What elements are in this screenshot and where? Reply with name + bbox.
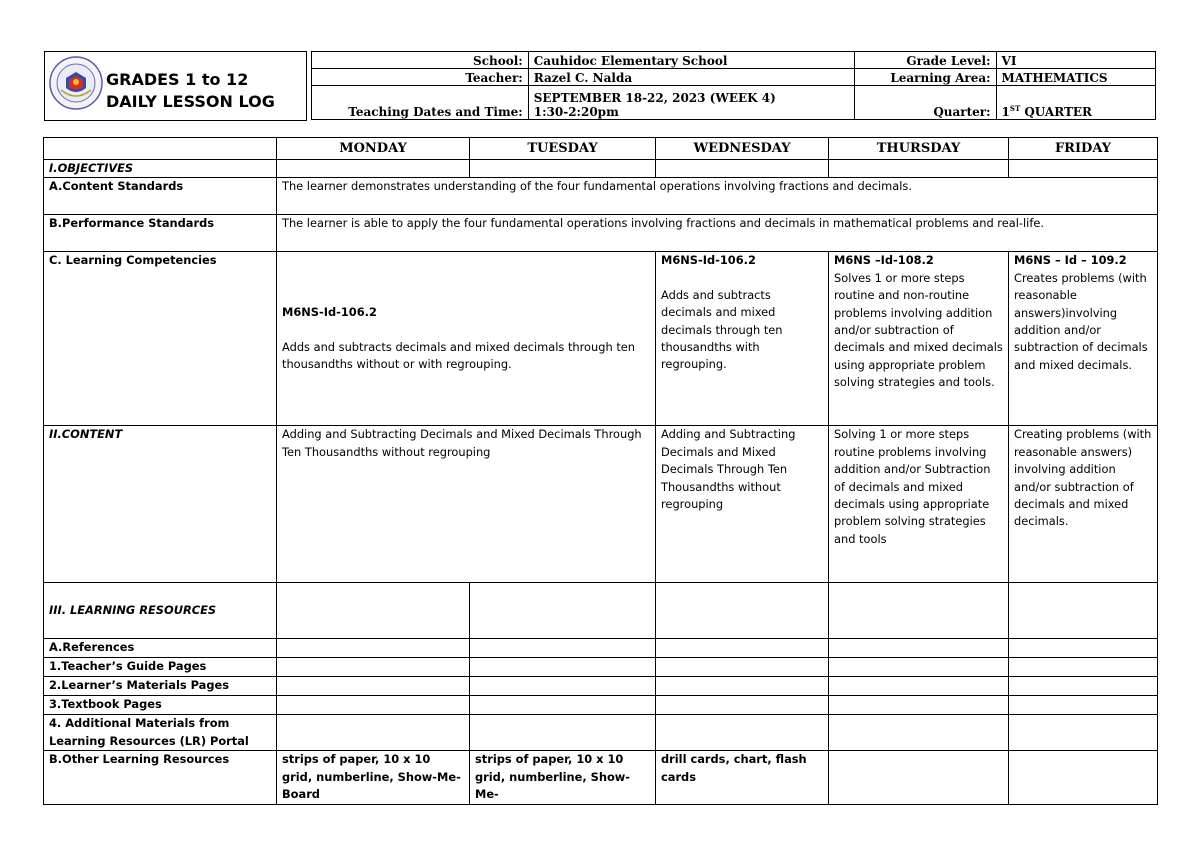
references-friday [1009,639,1158,658]
textbook-wednesday [656,696,829,715]
additional-friday [1009,715,1158,751]
learner-materials-monday [277,677,470,696]
additional-tuesday [470,715,656,751]
learning-resources-row [44,583,1158,639]
other-resources-label: B.Other Learning Resources [44,751,277,804]
school-label: School: [312,52,529,69]
quarter-suffix: ST [1009,104,1021,113]
content-standards-text: The learner demonstrates understanding of the four fundamental operations involving fractions and decimals. [277,178,1158,215]
learner-materials-thursday [829,677,1009,696]
info-table [311,51,1156,120]
learner-materials-label: 2.Learner’s Materials Pages [44,677,277,696]
performance-standards-row [44,215,1158,252]
competencies-friday [1009,252,1158,426]
content-wednesday: Adding and Subtracting Decimals and Mixed Decimals Through Ten Thousandths without regrouping [656,426,829,583]
competency-code: M6NS-Id-106.2 [282,305,377,320]
content-friday: Creating problems (with reasonable answers) involving addition and/or subtraction of decimals and mixed decimals. [1009,426,1158,583]
textbook-friday [1009,696,1158,715]
learning-resources-label: III. LEARNING RESOURCES [44,583,277,639]
other-resources-friday [1009,751,1158,804]
competency-text: Adds and subtracts decimals and mixed decimals through ten thousandths with regrouping. [661,287,783,372]
quarter-number: 1 [1001,105,1010,119]
references-row [44,639,1158,658]
resources-wednesday [656,583,829,639]
other-resources-tuesday: strips of paper, 10 x 10 grid, numberline, Show-Me- [470,751,656,804]
day-header-thursday: THURSDAY [829,138,1009,160]
competencies-row [44,252,1158,426]
brand-box [44,51,307,121]
competency-text: Creates problems (with reasonable answers)involving addition and/or subtraction of decimals and mixed decimals. [1014,270,1148,372]
textbook-thursday [829,696,1009,715]
textbook-row [44,696,1158,715]
performance-standards-text: The learner is able to apply the four fundamental operations involving fractions and decimals in mathematical problems and real-life. [277,215,1158,252]
additional-materials-row [44,715,1158,751]
content-standards-row [44,178,1158,215]
learning-area-label: Learning Area: [854,69,996,86]
brand-title-line1: GRADES 1 to 12 [106,70,249,89]
day-header-friday: FRIDAY [1009,138,1158,160]
competencies-label: C. Learning Competencies [44,252,277,426]
textbook-tuesday [470,696,656,715]
dates-line2: 1:30-2:20pm [533,105,619,119]
additional-monday [277,715,470,751]
references-wednesday [656,639,829,658]
school-value: Cauhidoc Elementary School [528,52,854,69]
grade-level-label: Grade Level: [854,52,996,69]
teacher-label: Teacher: [312,69,529,86]
competency-code: M6NS-Id-106.2 [661,253,756,268]
additional-wednesday [656,715,829,751]
additional-thursday [829,715,1009,751]
teacher-guide-friday [1009,658,1158,677]
day-header-monday: MONDAY [277,138,470,160]
content-mon-tue: Adding and Subtracting Decimals and Mixed Decimals Through Ten Thousandths without regrouping [277,426,656,583]
objectives-label: I.OBJECTIVES [44,160,277,178]
competency-text: Adds and subtracts decimals and mixed decimals through ten thousandths without or with regrouping. [282,339,636,372]
teacher-value: Razel C. Nalda [528,69,854,86]
resources-friday [1009,583,1158,639]
content-label: II.CONTENT [44,426,277,583]
references-tuesday [470,639,656,658]
grade-level-value: VI [996,52,1155,69]
quarter-value [996,86,1155,120]
competency-code: M6NS – Id – 109.2 [1014,253,1127,268]
objectives-tuesday [470,160,656,178]
lesson-log-table [43,137,1158,805]
deped-seal-icon [49,56,103,110]
learner-materials-tuesday [470,677,656,696]
textbook-monday [277,696,470,715]
competencies-wednesday [656,252,829,426]
references-label: A.References [44,639,277,658]
objectives-friday [1009,160,1158,178]
content-thursday: Solving 1 or more steps routine problems involving addition and/or Subtraction of decimals and mixed decimals using appropriate problem solving strategies and tools [829,426,1009,583]
competencies-mon-tue [277,252,656,426]
resources-thursday [829,583,1009,639]
performance-standards-label: B.Performance Standards [44,215,277,252]
day-header-tuesday: TUESDAY [470,138,656,160]
textbook-label: 3.Textbook Pages [44,696,277,715]
brand-title-line2: DAILY LESSON LOG [106,92,275,111]
resources-monday [277,583,470,639]
quarter-label: Quarter: [854,86,996,120]
other-resources-row [44,751,1158,804]
dates-label: Teaching Dates and Time: [312,86,529,120]
teacher-guide-label: 1.Teacher’s Guide Pages [44,658,277,677]
objectives-wednesday [656,160,829,178]
other-resources-monday: strips of paper, 10 x 10 grid, numberline, Show-Me-Board [277,751,470,804]
objectives-row [44,160,1158,178]
quarter-word: QUARTER [1020,105,1093,119]
learner-materials-friday [1009,677,1158,696]
references-thursday [829,639,1009,658]
teacher-guide-wednesday [656,658,829,677]
lesson-log-header [44,51,1156,121]
teacher-guide-row [44,658,1158,677]
other-resources-thursday [829,751,1009,804]
day-header-row [44,138,1158,160]
teacher-guide-thursday [829,658,1009,677]
corner-cell [44,138,277,160]
teacher-guide-monday [277,658,470,677]
learning-area-value: MATHEMATICS [996,69,1155,86]
learner-materials-wednesday [656,677,829,696]
teacher-guide-tuesday [470,658,656,677]
other-resources-wednesday: drill cards, chart, flash cards [656,751,829,804]
content-standards-label: A.Content Standards [44,178,277,215]
additional-materials-label: 4. Additional Materials from Learning Resources (LR) Portal [44,715,277,751]
objectives-thursday [829,160,1009,178]
day-header-wednesday: WEDNESDAY [656,138,829,160]
resources-tuesday [470,583,656,639]
content-row [44,426,1158,583]
competencies-thursday [829,252,1009,426]
dates-value [528,86,854,120]
references-monday [277,639,470,658]
dates-line1: SEPTEMBER 18-22, 2023 (WEEK 4) [533,91,776,105]
competency-text: Solves 1 or more steps routine and non-routine problems involving addition and/or subtraction of decimals and mixed decimals using appropriate problem solving strategies and tools. [834,270,1003,390]
learner-materials-row [44,677,1158,696]
competency-code: M6NS –Id-108.2 [834,253,934,268]
objectives-monday [277,160,470,178]
